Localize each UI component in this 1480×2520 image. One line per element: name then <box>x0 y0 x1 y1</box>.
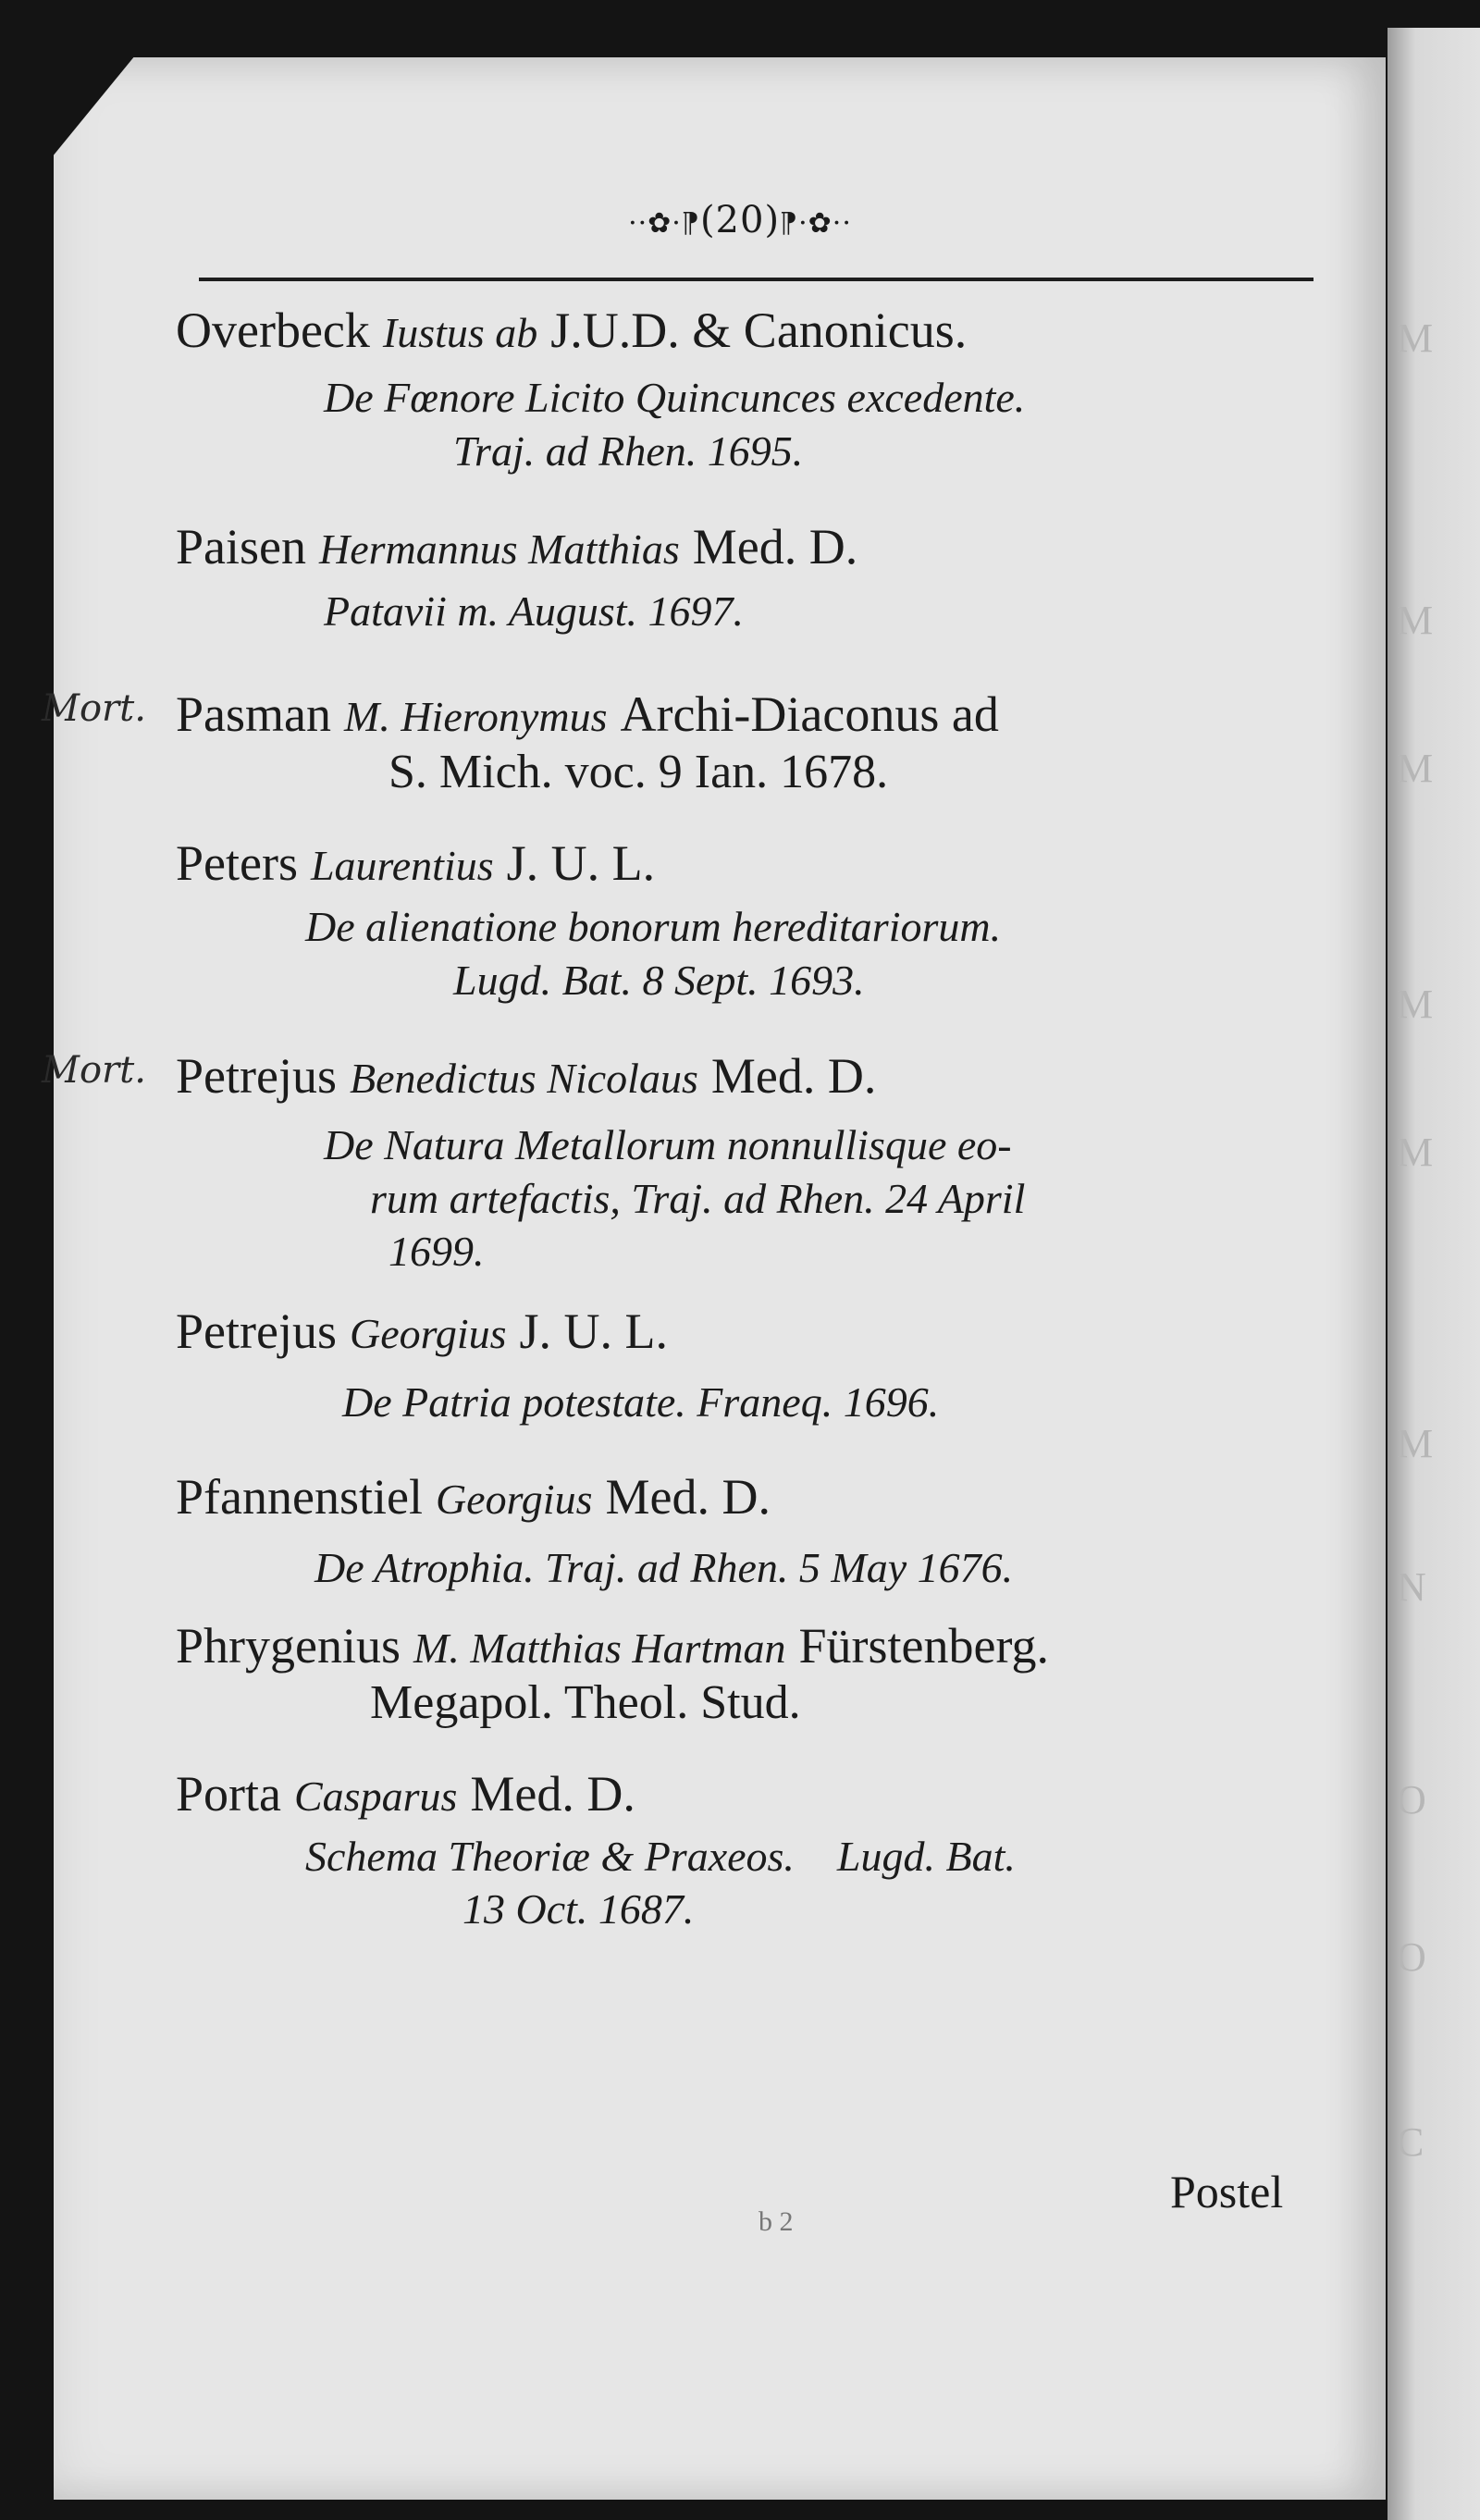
entry-head <box>176 836 1323 891</box>
surname: Peters <box>176 834 298 891</box>
given-name: Casparus <box>294 1773 458 1821</box>
entry-petrejus-georgius <box>176 1304 1323 1429</box>
entry-head <box>176 303 1323 358</box>
given-name: Iustus ab <box>382 309 538 356</box>
degree: Med. D. <box>605 1468 771 1525</box>
degree: J. U. L. <box>519 1303 668 1359</box>
entry-line: Schema Theoriæ & Praxeos. Lugd. Bat. <box>305 1832 1016 1880</box>
page-number: (20) <box>699 199 781 241</box>
bleed-letter: M <box>1397 746 1434 791</box>
given-name: Laurentius <box>310 841 494 889</box>
given-name: M. Matthias Hartman <box>413 1624 786 1672</box>
entry-pasman <box>42 686 1323 798</box>
bleed-letter: O <box>1397 1777 1426 1822</box>
entry-phrygenius <box>176 1619 1323 1730</box>
entry-head <box>176 1049 1323 1104</box>
entry-paisen <box>176 520 1323 637</box>
surname: Petrejus <box>176 1048 337 1105</box>
given-name: Benedictus Nicolaus <box>349 1055 698 1103</box>
entry-petrejus-benedictus <box>42 1048 1323 1279</box>
facing-page-edge <box>1388 28 1480 2520</box>
entry-porta <box>176 1767 1323 1935</box>
surname: Overbeck <box>176 303 370 358</box>
signature-mark: b 2 <box>758 2206 794 2237</box>
entry-line: De Atrophia. Traj. ad Rhen. 5 May 1676. <box>314 1544 1014 1592</box>
entry-line: rum artefactis, Traj. ad Rhen. 24 April <box>370 1174 1026 1222</box>
entry-overbeck <box>176 303 1323 477</box>
entry-line: 13 Oct. 1687. <box>462 1885 695 1933</box>
entry-head <box>176 1619 1323 1674</box>
entry-line: De alienatione bonorum hereditariorum. <box>305 903 1002 951</box>
entry-line: Patavii m. August. 1697. <box>324 587 745 635</box>
entry-head <box>176 1470 1323 1525</box>
entry-line: Megapol. Theol. Stud. <box>370 1676 801 1730</box>
bleed-letter: M <box>1397 315 1434 361</box>
entry-line: Traj. ad Rhen. 1695. <box>453 426 804 475</box>
degree: Med. D. <box>710 1048 877 1105</box>
entry-line: 1699. <box>388 1228 485 1276</box>
entry-peters <box>176 836 1323 1007</box>
degree: Med. D. <box>692 519 858 575</box>
entry-line: S. Mich. voc. 9 Ian. 1678. <box>388 745 889 798</box>
degree: J.U.D. & Canonicus. <box>550 303 968 358</box>
entry-pfannenstiel <box>176 1470 1323 1595</box>
bleed-letter: M <box>1397 598 1434 643</box>
surname: Pfannenstiel <box>176 1468 423 1525</box>
degree: Fürstenberg. <box>798 1617 1049 1674</box>
entry-list <box>42 296 1323 1936</box>
catchword: Postel <box>1170 2166 1284 2217</box>
bleed-letter: M <box>1397 982 1434 1027</box>
entry-line: De Patria potestate. Franeq. 1696. <box>342 1378 940 1427</box>
given-name: Hermannus Matthias <box>319 525 680 574</box>
surname: Paisen <box>176 519 306 575</box>
entry-head <box>176 687 1323 742</box>
ornament-right-icon: ⁋·✿·· <box>780 207 852 240</box>
margin-annotation: Mort. <box>42 1049 146 1093</box>
entry-head <box>176 1304 1323 1359</box>
degree: Archi-Diaconus ad <box>620 686 999 743</box>
bleed-letter: N <box>1397 1564 1426 1610</box>
bleed-letter: M <box>1397 1130 1434 1175</box>
entry-line: De Natura Metallorum nonnullisque eo- <box>324 1121 1012 1169</box>
header-rule <box>199 278 1314 281</box>
given-name: Georgius <box>435 1475 593 1523</box>
degree: Med. D. <box>470 1766 635 1822</box>
bleed-letter: C <box>1397 2119 1424 2165</box>
entry-head <box>176 520 1323 574</box>
given-name: M. Hieronymus <box>344 693 608 741</box>
given-name: Georgius <box>349 1309 507 1357</box>
entry-line: De Fœnore Licito Quincunces excedente. <box>324 374 1026 422</box>
page-header <box>574 199 906 241</box>
bleed-letter: O <box>1397 1934 1426 1980</box>
surname: Phrygenius <box>176 1617 401 1674</box>
surname: Porta <box>176 1766 281 1822</box>
degree: J. U. L. <box>506 834 656 891</box>
margin-annotation: Mort. <box>42 687 146 731</box>
bleed-letter: M <box>1397 1421 1434 1466</box>
surname: Petrejus <box>176 1303 337 1359</box>
ornament-left-icon: ··✿·⁋ <box>628 207 700 240</box>
surname: Pasman <box>176 686 331 743</box>
entry-head <box>176 1767 1323 1822</box>
entry-line: Lugd. Bat. 8 Sept. 1693. <box>453 956 865 1004</box>
